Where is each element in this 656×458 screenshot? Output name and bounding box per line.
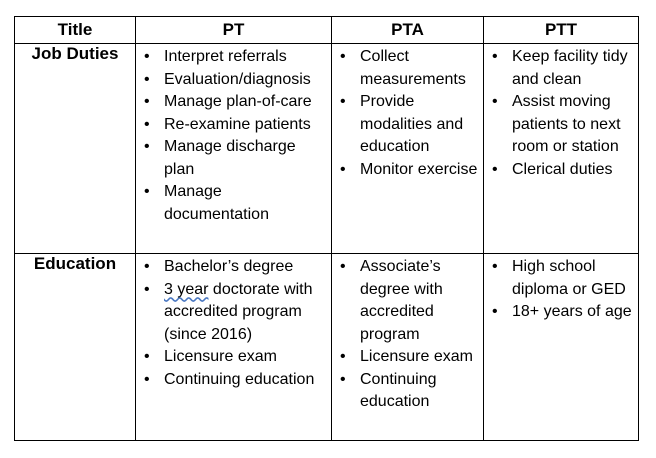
row-label-job-duties: Job Duties	[15, 44, 136, 254]
job-duties-pt-list	[136, 44, 331, 228]
list-item: • Bachelor’s degree	[142, 256, 327, 279]
job-duties-ptt-list	[484, 44, 638, 183]
row-label-education: Education	[15, 254, 136, 441]
list-item: • Licensure exam	[142, 346, 327, 369]
list-item: • Collect measurements	[338, 46, 479, 91]
cell-education-pta	[332, 254, 484, 441]
list-item: • Continuing education	[338, 369, 479, 414]
cell-job-duties-ptt	[484, 44, 639, 254]
job-duties-row	[15, 44, 639, 254]
header-ptt: PTT	[484, 17, 639, 44]
cell-job-duties-pta	[332, 44, 484, 254]
job-duties-pta-list	[332, 44, 483, 183]
list-item: • Assist moving patients to next room or station	[490, 91, 634, 159]
list-item: • Evaluation/diagnosis	[142, 69, 327, 92]
list-item: • Keep facility tidy and clean	[490, 46, 634, 91]
education-pt-list	[136, 254, 331, 393]
list-item: • Licensure exam	[338, 346, 479, 369]
cell-education-pt	[136, 254, 332, 441]
list-item: • Re-examine patients	[142, 114, 327, 137]
list-item-spellcheck: • 3 year doctorate with accredited program (since 2016)	[142, 279, 327, 347]
spellcheck-underline: 3 year	[164, 280, 209, 298]
list-item: • Manage discharge plan	[142, 136, 327, 181]
education-ptt-list	[484, 254, 638, 326]
list-item: • Monitor exercise	[338, 159, 479, 182]
list-item: • Manage plan-of-care	[142, 91, 327, 114]
education-pta-list	[332, 254, 483, 416]
list-item: • High school diploma or GED	[490, 256, 634, 301]
list-item: • Continuing education	[142, 369, 327, 392]
list-item: • Provide modalities and education	[338, 91, 479, 159]
list-item: • 18+ years of age	[490, 301, 634, 324]
list-item: • Manage documentation	[142, 181, 327, 226]
header-row	[15, 17, 639, 44]
header-title: Title	[15, 17, 136, 44]
header-pt: PT	[136, 17, 332, 44]
list-item: • Associate’s degree with accredited program	[338, 256, 479, 346]
header-pta: PTA	[332, 17, 484, 44]
job-comparison-table	[14, 16, 639, 441]
education-row	[15, 254, 639, 441]
cell-education-ptt	[484, 254, 639, 441]
list-item: • Interpret referrals	[142, 46, 327, 69]
list-item: • Clerical duties	[490, 159, 634, 182]
cell-job-duties-pt	[136, 44, 332, 254]
